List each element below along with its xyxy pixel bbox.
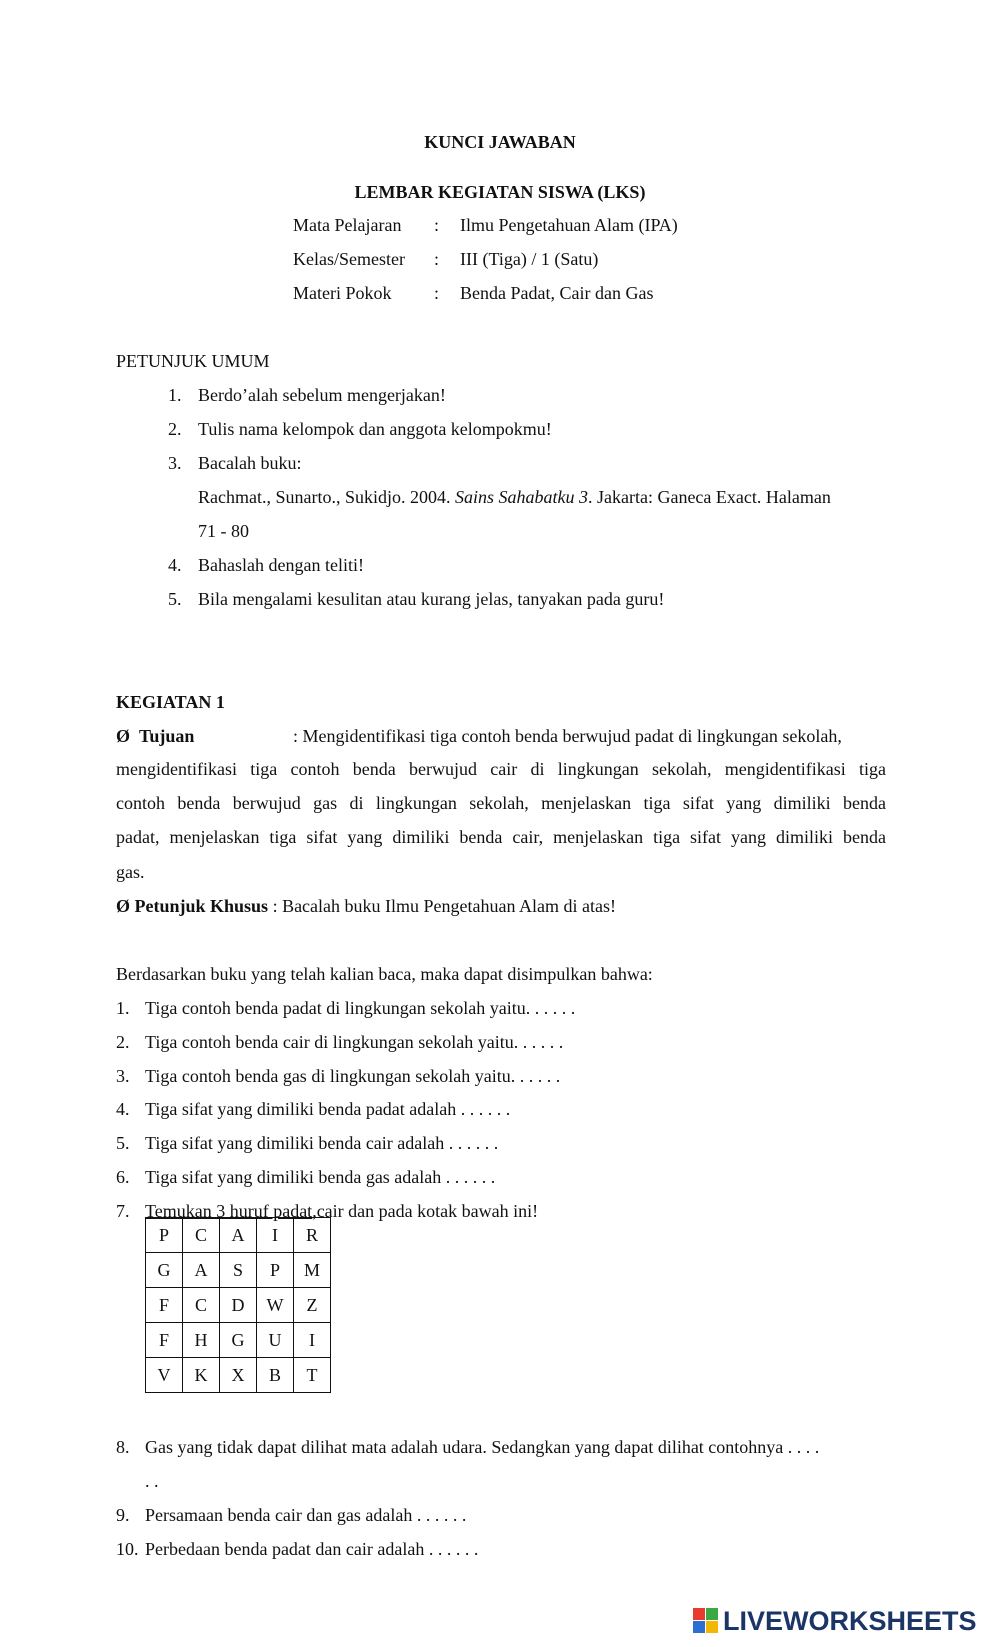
petunjuk-number: 1. [168,385,182,405]
info-label: Mata Pelajaran [293,215,402,235]
question-number: 5. [116,1133,130,1153]
question-text: Tiga contoh benda cair di lingkungan sekolah yaitu. . . . . . [145,1032,564,1052]
grid-cell: P [257,1253,294,1288]
question-text: Tiga contoh benda gas di lingkungan sekolah yaitu. . . . . . [145,1066,561,1086]
petunjuk-heading: PETUNJUK UMUM [116,351,270,371]
grid-cell: G [220,1323,257,1358]
kegiatan-heading: KEGIATAN 1 [116,692,225,712]
question-text: Gas yang tidak dapat dilihat mata adalah udara. Sedangkan yang dapat dilihat contohnya . . . . [145,1437,820,1457]
question-text: Tiga contoh benda padat di lingkungan sekolah yaitu. . . . . . [145,998,576,1018]
question-7-underlined: Temukan 3 huruf padat [145,1201,313,1221]
tujuan-label: Tujuan [139,726,195,746]
grid-cell: K [183,1358,220,1393]
grid-cell: V [146,1358,183,1393]
question-number: 9. [116,1505,130,1525]
info-value: Benda Padat, Cair dan Gas [460,283,654,303]
grid-cell: W [257,1288,294,1323]
liveworksheets-logo [693,1605,977,1636]
grid-row [146,1218,331,1253]
tujuan-text: gas. [116,862,145,882]
info-label: Kelas/Semester [293,249,405,269]
grid-cell: H [183,1323,220,1358]
book-reference [198,487,831,508]
question-number: 1. [116,998,130,1018]
question-text: Tiga sifat yang dimiliki benda cair adalah . . . . . . [145,1133,499,1153]
reference-book-title: Sains Sahabatku 3 [454,487,588,507]
liveworksheets-logo-icon [693,1608,719,1634]
grid-cell: B [257,1358,294,1393]
grid-cell: G [146,1253,183,1288]
tujuan-text: mengidentifikasi tiga contoh benda berwujud cair di lingkungan sekolah, mengidentifikasi tiga [116,759,886,779]
grid-cell: U [257,1323,294,1358]
document-title: KUNCI JAWABAN [424,132,576,152]
question-number: 7. [116,1201,130,1221]
grid-cell: P [146,1218,183,1253]
grid-cell: I [257,1218,294,1253]
grid-cell: I [294,1323,331,1358]
reference-authors: Rachmat., Sunarto., Sukidjo. 2004. [198,487,455,507]
info-value: III (Tiga) / 1 (Satu) [460,249,599,269]
grid-cell: A [220,1218,257,1253]
document-subtitle: LEMBAR KEGIATAN SISWA (LKS) [354,182,646,202]
info-value: Ilmu Pengetahuan Alam (IPA) [460,215,678,235]
grid-row [146,1323,331,1358]
grid-cell: C [183,1288,220,1323]
grid-cell: X [220,1358,257,1393]
question-number: 8. [116,1437,130,1457]
grid-cell: R [294,1218,331,1253]
question-text-continued: . . [145,1471,159,1491]
grid-row [146,1253,331,1288]
tujuan-text: contoh benda berwujud gas di lingkungan sekolah, menjelaskan tiga sifat yang dimiliki benda [116,793,886,813]
tujuan-line [116,726,194,747]
grid-cell: D [220,1288,257,1323]
question-text: Tiga sifat yang dimiliki benda gas adalah . . . . . . [145,1167,496,1187]
question-text: Tiga sifat yang dimiliki benda padat adalah . . . . . . [145,1099,511,1119]
reference-publisher: . Jakarta: Ganeca Exact. Halaman [587,487,831,507]
question-text: Persamaan benda cair dan gas adalah . . . . . . [145,1505,467,1525]
question-number: 3. [116,1066,130,1086]
grid-cell: A [183,1253,220,1288]
petunjuk-text: Bacalah buku: [198,453,302,473]
petunjuk-khusus [116,896,616,917]
grid-cell: T [294,1358,331,1393]
bullet-icon: Ø [116,726,131,746]
petunjuk-text: Bila mengalami kesulitan atau kurang jelas, tanyakan pada guru! [198,589,665,609]
question-number: 6. [116,1167,130,1187]
petunjuk-text: Bahaslah dengan teliti! [198,555,364,575]
question-number: 4. [116,1099,130,1119]
grid-cell: C [183,1218,220,1253]
petunjuk-khusus-text: : Bacalah buku Ilmu Pengetahuan Alam di atas! [268,896,616,916]
intro-text: Berdasarkan buku yang telah kalian baca, maka dapat disimpulkan bahwa: [116,964,653,984]
grid-row [146,1358,331,1393]
grid-cell: F [146,1288,183,1323]
petunjuk-number: 3. [168,453,182,473]
question-7-rest: ,cair dan pada kotak bawah ini! [312,1201,539,1221]
grid-cell: Z [294,1288,331,1323]
reference-pages: 71 - 80 [198,521,249,541]
petunjuk-khusus-label: Ø Petunjuk Khusus [116,896,269,916]
tujuan-text: padat, menjelaskan tiga sifat yang dimiliki benda cair, menjelaskan tiga sifat yang dimiliki benda [116,827,886,847]
petunjuk-text: Berdo’alah sebelum mengerjakan! [198,385,446,405]
info-separator: : [434,249,440,269]
petunjuk-number: 2. [168,419,182,439]
info-separator: : [434,215,440,235]
tujuan-text: : Mengidentifikasi tiga contoh benda berwujud padat di lingkungan sekolah, [293,726,842,746]
grid-cell: M [294,1253,331,1288]
info-separator: : [434,283,440,303]
question-number: 10. [116,1539,139,1559]
question-text: Perbedaan benda padat dan cair adalah . . . . . . [145,1539,479,1559]
petunjuk-text: Tulis nama kelompok dan anggota kelompokmu! [198,419,552,439]
petunjuk-number: 5. [168,589,182,609]
question-number: 2. [116,1032,130,1052]
grid-cell: F [146,1323,183,1358]
liveworksheets-logo-text: LIVEWORKSHEETS [723,1605,977,1636]
grid-cell: S [220,1253,257,1288]
letter-grid [145,1217,331,1393]
grid-row [146,1288,331,1323]
petunjuk-number: 4. [168,555,182,575]
info-label: Materi Pokok [293,283,392,303]
